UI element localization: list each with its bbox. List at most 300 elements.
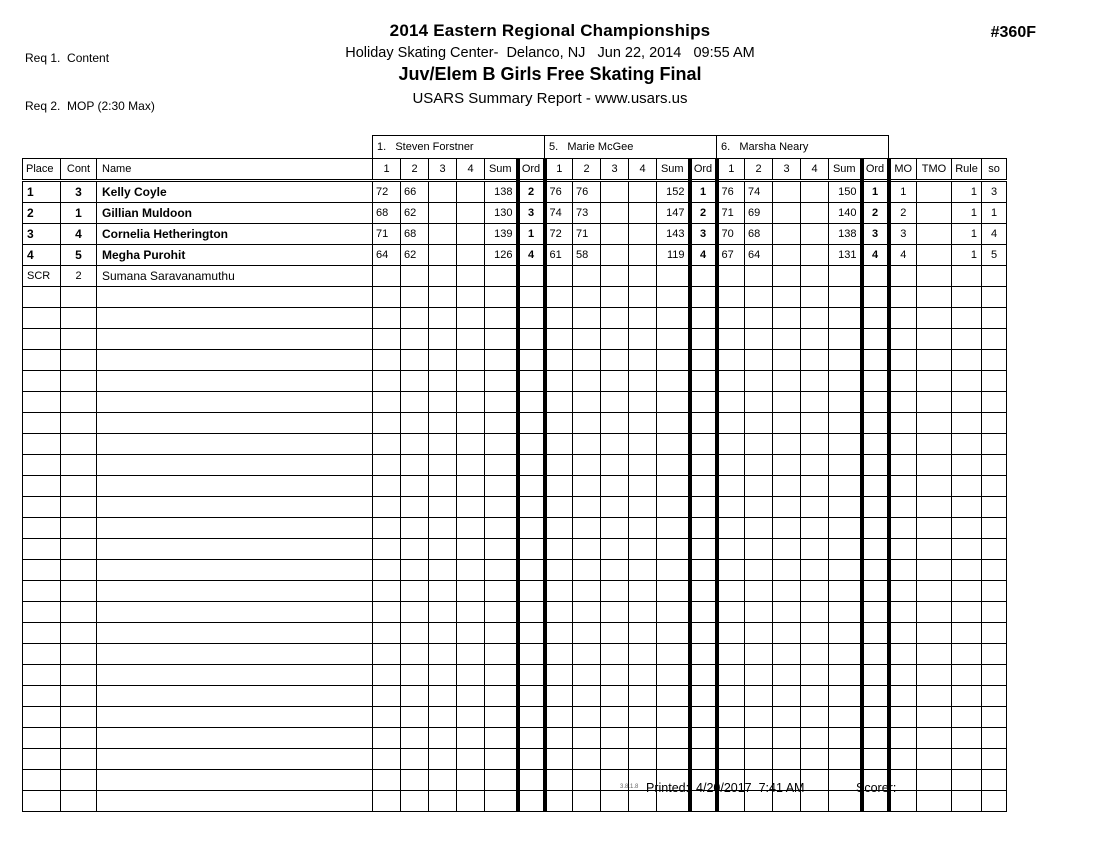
judge-3-sum-cell <box>829 644 862 665</box>
judge-1-ordinal-cell <box>518 707 545 728</box>
judge-2-score-2-cell <box>573 413 601 434</box>
judge-3-score-3-cell <box>773 224 801 245</box>
judge-1-score-1-cell <box>373 581 401 602</box>
judge-3-score-1-cell <box>717 602 745 623</box>
judge-3-score-2-cell: 68 <box>745 224 773 245</box>
judge-2-score-3-cell <box>601 308 629 329</box>
judge-1-score-4-cell <box>457 413 485 434</box>
judge-1-score-3-cell <box>429 539 457 560</box>
judge-3-score-4-cell <box>801 371 829 392</box>
judge-1-score-2-cell <box>401 266 429 287</box>
judge-2-score-1-cell <box>545 518 573 539</box>
judge-2-score-3-cell <box>601 623 629 644</box>
judge-2-ordinal-cell <box>690 392 717 413</box>
judge-3-score-1-cell: 67 <box>717 245 745 266</box>
header-tmo: TMO <box>917 159 952 181</box>
judge-3-sum-cell: 150 <box>829 181 862 203</box>
skater-name-cell <box>97 308 373 329</box>
header-judge-3-score-3: 3 <box>773 159 801 181</box>
skater-name-cell <box>97 686 373 707</box>
skater-name-cell <box>97 455 373 476</box>
rule-cell: 1 <box>952 203 982 224</box>
header-judge-1-ord: Ord <box>518 159 545 181</box>
judge-1-score-2-cell <box>401 518 429 539</box>
judge-3-ordinal-cell <box>862 455 889 476</box>
judge-1-score-1-cell <box>373 413 401 434</box>
judge-2-score-3-cell <box>601 560 629 581</box>
judge-1-score-1-cell <box>373 749 401 770</box>
empty-row <box>23 329 1007 350</box>
judge-1-score-1-cell <box>373 287 401 308</box>
judge-3-score-2-cell <box>745 728 773 749</box>
judge-1-sum-cell <box>485 476 518 497</box>
judge-1-score-3-cell <box>429 329 457 350</box>
rule-cell <box>952 602 982 623</box>
judge-3-score-3-cell <box>773 308 801 329</box>
so-cell <box>982 518 1007 539</box>
judge-2-score-3-cell <box>601 791 629 812</box>
judge-2-score-1-cell <box>545 287 573 308</box>
header-so: so <box>982 159 1007 181</box>
judge-1-score-4-cell <box>457 245 485 266</box>
judge-1-name-box: 1. Steven Forstner <box>373 136 545 159</box>
judge-2-score-4-cell <box>629 392 657 413</box>
judge-2-score-1-cell <box>545 392 573 413</box>
judge-3-ordinal-cell <box>862 749 889 770</box>
judge-1-sum-cell: 138 <box>485 181 518 203</box>
header-judge-2-score-3: 3 <box>601 159 629 181</box>
judge-1-sum-cell <box>485 749 518 770</box>
tmo-cell <box>917 581 952 602</box>
judge-3-score-4-cell <box>801 560 829 581</box>
judge-3-ordinal-cell: 1 <box>862 181 889 203</box>
place-cell <box>23 371 61 392</box>
so-cell <box>982 644 1007 665</box>
judge-2-score-3-cell <box>601 728 629 749</box>
judge-3-ordinal-cell <box>862 665 889 686</box>
championship-title: 2014 Eastern Regional Championships <box>389 21 711 40</box>
header-judge-3-score-4: 4 <box>801 159 829 181</box>
judge-3-sum-cell <box>829 749 862 770</box>
judge-2-score-4-cell <box>629 539 657 560</box>
empty-row <box>23 308 1007 329</box>
skater-name-cell <box>97 602 373 623</box>
judge-3-score-1-cell <box>717 413 745 434</box>
judge-2-sum-cell: 119 <box>657 245 690 266</box>
judge-1-ordinal-cell <box>518 476 545 497</box>
judge-1-score-4-cell <box>457 434 485 455</box>
majority-ordinal-cell <box>889 329 917 350</box>
judge-1-score-4-cell <box>457 686 485 707</box>
judge-3-score-2-cell <box>745 329 773 350</box>
judge-3-sum-cell <box>829 287 862 308</box>
so-cell <box>982 371 1007 392</box>
judge-2-score-3-cell <box>601 413 629 434</box>
so-cell <box>982 350 1007 371</box>
judge-1-score-3-cell <box>429 224 457 245</box>
judge-2-sum-cell <box>657 728 690 749</box>
judge-3-sum-cell <box>829 413 862 434</box>
judge-3-score-4-cell <box>801 644 829 665</box>
judge-2-score-4-cell <box>629 203 657 224</box>
tmo-cell <box>917 413 952 434</box>
judge-2-score-4-cell <box>629 224 657 245</box>
judge-1-score-4-cell <box>457 749 485 770</box>
judge-2-score-2-cell <box>573 266 601 287</box>
judge-3-score-2-cell: 69 <box>745 203 773 224</box>
judge-3-ordinal-cell <box>862 728 889 749</box>
judge-1-score-3-cell <box>429 476 457 497</box>
skater-name-cell <box>97 665 373 686</box>
judge-3-ordinal-cell <box>862 560 889 581</box>
judge-2-score-3-cell <box>601 686 629 707</box>
judge-2-sum-cell <box>657 518 690 539</box>
majority-ordinal-cell <box>889 707 917 728</box>
judge-2-sum-cell <box>657 707 690 728</box>
judge-2-score-4-cell <box>629 413 657 434</box>
rule-cell <box>952 623 982 644</box>
empty-row <box>23 371 1007 392</box>
judge-1-ordinal-cell <box>518 749 545 770</box>
skater-name-cell <box>97 791 373 812</box>
judge-3-score-2-cell <box>745 686 773 707</box>
judge-1-sum-cell <box>485 455 518 476</box>
judge-3-sum-cell <box>829 707 862 728</box>
judge-2-ordinal-cell <box>690 518 717 539</box>
judge-2-score-2-cell <box>573 791 601 812</box>
judge-1-score-1-cell <box>373 518 401 539</box>
judge-3-score-2-cell: 64 <box>745 245 773 266</box>
judge-1-score-3-cell <box>429 266 457 287</box>
judge-1-score-2-cell <box>401 749 429 770</box>
judge-3-score-4-cell <box>801 245 829 266</box>
judge-2-ordinal-cell <box>690 728 717 749</box>
judge-3-sum-cell <box>829 728 862 749</box>
judge-3-score-3-cell <box>773 476 801 497</box>
empty-row <box>23 539 1007 560</box>
judge-1-score-3-cell <box>429 434 457 455</box>
majority-ordinal-cell <box>889 728 917 749</box>
header-judge-3-score-2: 2 <box>745 159 773 181</box>
judge-2-score-3-cell <box>601 539 629 560</box>
place-cell <box>23 392 61 413</box>
majority-ordinal-cell <box>889 497 917 518</box>
event-number: #360F <box>990 24 1036 41</box>
judge-3-sum-cell <box>829 686 862 707</box>
judge-1-score-1-cell <box>373 791 401 812</box>
judge-3-sum-cell <box>829 497 862 518</box>
place-cell <box>23 434 61 455</box>
judge-1-score-4-cell <box>457 308 485 329</box>
judge-2-score-4-cell <box>629 560 657 581</box>
contestant-number-cell: 1 <box>61 203 97 224</box>
judge-2-score-1-cell <box>545 749 573 770</box>
judge-1-ordinal-cell <box>518 539 545 560</box>
judge-1-ordinal-cell <box>518 518 545 539</box>
empty-row <box>23 455 1007 476</box>
so-cell <box>982 413 1007 434</box>
tmo-cell <box>917 287 952 308</box>
judge-1-ordinal-cell <box>518 581 545 602</box>
judge-3-sum-cell <box>829 308 862 329</box>
judge-2-score-4-cell <box>629 350 657 371</box>
judge-1-sum-cell <box>485 287 518 308</box>
place-cell: 1 <box>23 181 61 203</box>
judge-3-ordinal-cell: 4 <box>862 245 889 266</box>
judge-1-score-3-cell <box>429 181 457 203</box>
so-cell <box>982 266 1007 287</box>
place-cell <box>23 728 61 749</box>
skater-row <box>23 266 1007 287</box>
rule-cell <box>952 707 982 728</box>
judge-1-score-1-cell: 68 <box>373 203 401 224</box>
rule-cell: 1 <box>952 245 982 266</box>
judge-3-score-4-cell <box>801 518 829 539</box>
place-cell: 2 <box>23 203 61 224</box>
place-cell <box>23 287 61 308</box>
judge-3-score-2-cell <box>745 707 773 728</box>
judge-3-score-1-cell <box>717 497 745 518</box>
skater-name-cell <box>97 434 373 455</box>
judge-3-sum-cell: 131 <box>829 245 862 266</box>
skater-name-cell <box>97 392 373 413</box>
judge-1-sum-cell <box>485 581 518 602</box>
rule-cell: 1 <box>952 181 982 203</box>
judge-2-sum-cell <box>657 308 690 329</box>
so-cell <box>982 707 1007 728</box>
judge-3-score-1-cell <box>717 434 745 455</box>
judge-2-score-3-cell <box>601 266 629 287</box>
judge-2-score-2-cell <box>573 329 601 350</box>
skater-name-cell: Sumana Saravanamuthu <box>97 266 373 287</box>
judge-2-score-4-cell <box>629 518 657 539</box>
judge-2-score-1-cell <box>545 455 573 476</box>
judge-3-ordinal-cell: 2 <box>862 203 889 224</box>
contestant-number-cell <box>61 560 97 581</box>
judge-2-score-2-cell <box>573 392 601 413</box>
contestant-number-cell <box>61 602 97 623</box>
judge-1-ordinal-cell <box>518 266 545 287</box>
judge-3-score-1-cell <box>717 560 745 581</box>
judge-2-ordinal-cell <box>690 329 717 350</box>
judge-2-score-4-cell <box>629 287 657 308</box>
place-cell <box>23 476 61 497</box>
place-cell <box>23 560 61 581</box>
judge-2-score-2-cell <box>573 497 601 518</box>
rule-cell <box>952 644 982 665</box>
judge-row-right-spacer <box>889 136 1007 159</box>
judge-3-score-3-cell <box>773 203 801 224</box>
so-cell <box>982 770 1007 791</box>
tmo-cell <box>917 707 952 728</box>
judge-3-score-3-cell <box>773 497 801 518</box>
judge-3-score-1-cell <box>717 308 745 329</box>
so-cell <box>982 329 1007 350</box>
contestant-number-cell <box>61 308 97 329</box>
judge-3-score-2-cell <box>745 581 773 602</box>
judge-3-score-2-cell <box>745 413 773 434</box>
judge-2-ordinal-cell <box>690 602 717 623</box>
judge-1-score-3-cell <box>429 392 457 413</box>
rule-cell <box>952 350 982 371</box>
judge-2-sum-cell <box>657 434 690 455</box>
judge-3-score-2-cell <box>745 539 773 560</box>
judge-3-score-4-cell <box>801 623 829 644</box>
empty-row <box>23 686 1007 707</box>
judge-3-score-3-cell <box>773 371 801 392</box>
judge-3-score-2-cell <box>745 476 773 497</box>
judge-2-score-3-cell <box>601 434 629 455</box>
judge-2-score-1-cell <box>545 665 573 686</box>
judge-2-ordinal-cell <box>690 266 717 287</box>
judge-3-ordinal-cell <box>862 308 889 329</box>
place-cell <box>23 539 61 560</box>
judge-1-score-2-cell <box>401 623 429 644</box>
judge-1-sum-cell <box>485 413 518 434</box>
judge-3-score-4-cell <box>801 707 829 728</box>
place-cell <box>23 518 61 539</box>
judge-2-sum-cell <box>657 392 690 413</box>
so-cell <box>982 560 1007 581</box>
judge-2-score-2-cell <box>573 686 601 707</box>
judge-1-score-2-cell <box>401 308 429 329</box>
judge-header-row <box>23 136 1007 159</box>
rule-cell <box>952 539 982 560</box>
judge-1-score-2-cell <box>401 707 429 728</box>
rule-cell <box>952 455 982 476</box>
judge-3-score-2-cell <box>745 392 773 413</box>
majority-ordinal-cell: 2 <box>889 203 917 224</box>
judge-1-score-2-cell <box>401 392 429 413</box>
req-line-2: Req 2. MOP (2:30 Max) <box>25 99 155 113</box>
judge-3-ordinal-cell <box>862 392 889 413</box>
judge-2-score-2-cell <box>573 539 601 560</box>
contestant-number-cell <box>61 350 97 371</box>
rule-cell <box>952 518 982 539</box>
judge-1-score-3-cell <box>429 203 457 224</box>
majority-ordinal-cell <box>889 518 917 539</box>
judge-3-score-3-cell <box>773 707 801 728</box>
contestant-number-cell: 3 <box>61 181 97 203</box>
judge-2-sum-cell <box>657 686 690 707</box>
venue-date-line: Holiday Skating Center- Delanco, NJ Jun 22, 2014 09:55 AM <box>345 45 755 61</box>
place-cell <box>23 644 61 665</box>
majority-ordinal-cell <box>889 287 917 308</box>
place-cell <box>23 581 61 602</box>
judge-3-score-1-cell: 70 <box>717 224 745 245</box>
judge-2-score-4-cell <box>629 308 657 329</box>
judge-1-score-3-cell <box>429 770 457 791</box>
judge-3-score-2-cell: 74 <box>745 181 773 203</box>
judge-3-sum-cell <box>829 266 862 287</box>
header-judge-2-ord: Ord <box>690 159 717 181</box>
judge-3-ordinal-cell: 3 <box>862 224 889 245</box>
judge-2-score-1-cell <box>545 581 573 602</box>
empty-row <box>23 749 1007 770</box>
empty-row <box>23 602 1007 623</box>
judge-1-sum-cell <box>485 602 518 623</box>
judge-3-score-1-cell <box>717 644 745 665</box>
judge-3-score-2-cell <box>745 434 773 455</box>
so-cell <box>982 476 1007 497</box>
judge-1-score-1-cell <box>373 686 401 707</box>
judge-1-ordinal-cell <box>518 791 545 812</box>
judge-2-score-4-cell <box>629 707 657 728</box>
majority-ordinal-cell <box>889 434 917 455</box>
judge-3-score-1-cell <box>717 287 745 308</box>
judge-2-score-2-cell <box>573 518 601 539</box>
place-cell <box>23 665 61 686</box>
judge-3-score-4-cell <box>801 392 829 413</box>
contestant-number-cell <box>61 791 97 812</box>
rule-cell <box>952 287 982 308</box>
judge-1-ordinal-cell: 2 <box>518 181 545 203</box>
judge-1-score-4-cell <box>457 518 485 539</box>
judge-1-sum-cell <box>485 686 518 707</box>
skater-name-cell: Megha Purohit <box>97 245 373 266</box>
judge-2-sum-cell <box>657 413 690 434</box>
so-cell <box>982 728 1007 749</box>
majority-ordinal-cell <box>889 371 917 392</box>
judge-1-score-4-cell <box>457 287 485 308</box>
judge-2-score-3-cell <box>601 203 629 224</box>
judge-3-score-1-cell: 76 <box>717 181 745 203</box>
judge-2-sum-cell <box>657 329 690 350</box>
judge-1-ordinal-cell <box>518 623 545 644</box>
rule-cell: 1 <box>952 224 982 245</box>
empty-row <box>23 728 1007 749</box>
judge-3-ordinal-cell <box>862 623 889 644</box>
judge-2-score-2-cell <box>573 728 601 749</box>
tmo-cell <box>917 539 952 560</box>
judge-1-score-4-cell <box>457 224 485 245</box>
judge-1-score-1-cell <box>373 308 401 329</box>
judge-1-sum-cell <box>485 371 518 392</box>
place-cell <box>23 455 61 476</box>
judge-2-score-4-cell <box>629 371 657 392</box>
contestant-number-cell <box>61 518 97 539</box>
judge-3-score-4-cell <box>801 728 829 749</box>
majority-ordinal-cell <box>889 623 917 644</box>
judge-3-score-2-cell <box>745 644 773 665</box>
contestant-number-cell <box>61 476 97 497</box>
majority-ordinal-cell <box>889 350 917 371</box>
judge-1-score-2-cell <box>401 560 429 581</box>
judge-1-score-3-cell <box>429 245 457 266</box>
judge-2-score-3-cell <box>601 644 629 665</box>
judge-2-ordinal-cell <box>690 371 717 392</box>
judge-3-score-4-cell <box>801 308 829 329</box>
judge-3-score-3-cell <box>773 245 801 266</box>
judge-3-score-1-cell <box>717 665 745 686</box>
judge-2-score-4-cell <box>629 644 657 665</box>
judge-3-ordinal-cell <box>862 287 889 308</box>
judge-1-score-4-cell <box>457 560 485 581</box>
judge-1-score-1-cell <box>373 434 401 455</box>
tmo-cell <box>917 497 952 518</box>
rule-cell <box>952 371 982 392</box>
judge-2-score-4-cell <box>629 623 657 644</box>
judge-3-ordinal-cell <box>862 413 889 434</box>
judge-1-sum-cell: 139 <box>485 224 518 245</box>
judge-3-ordinal-cell <box>862 266 889 287</box>
judge-3-sum-cell <box>829 329 862 350</box>
judge-1-score-1-cell <box>373 497 401 518</box>
judge-2-score-3-cell <box>601 287 629 308</box>
judge-1-ordinal-cell <box>518 413 545 434</box>
judge-1-score-4-cell <box>457 791 485 812</box>
judge-2-score-2-cell <box>573 707 601 728</box>
